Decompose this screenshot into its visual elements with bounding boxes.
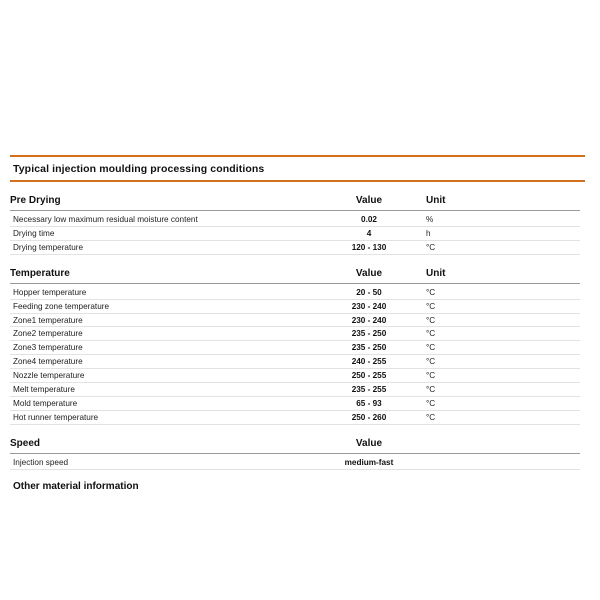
column-header-value: Value xyxy=(330,193,408,211)
row-unit: °C xyxy=(408,383,580,397)
table-header-row xyxy=(10,436,580,454)
table-temperature xyxy=(10,266,580,425)
column-header-value: Value xyxy=(330,266,408,284)
row-unit: °C xyxy=(408,299,580,313)
column-header-unit: Unit xyxy=(408,193,580,211)
row-label: Injection speed xyxy=(10,453,330,469)
table-speed xyxy=(10,436,580,470)
row-value: 250 - 260 xyxy=(330,410,408,424)
row-value: 120 - 130 xyxy=(330,240,408,254)
row-value: 230 - 240 xyxy=(330,313,408,327)
row-label: Nozzle temperature xyxy=(10,369,330,383)
row-unit: °C xyxy=(408,410,580,424)
row-unit: °C xyxy=(408,355,580,369)
row-value: 235 - 250 xyxy=(330,327,408,341)
row-unit: °C xyxy=(408,341,580,355)
document-body xyxy=(0,155,600,493)
table-row xyxy=(10,355,580,369)
table-row xyxy=(10,226,580,240)
table-row xyxy=(10,410,580,424)
row-label: Drying temperature xyxy=(10,240,330,254)
row-label: Zone4 temperature xyxy=(10,355,330,369)
table-row xyxy=(10,299,580,313)
row-label: Hopper temperature xyxy=(10,283,330,299)
table-row xyxy=(10,369,580,383)
row-unit: % xyxy=(408,211,580,227)
table-row xyxy=(10,453,580,469)
table-pre-drying xyxy=(10,193,580,255)
section-spacer xyxy=(0,425,600,436)
row-unit: °C xyxy=(408,313,580,327)
section-heading-speed: Speed xyxy=(10,436,330,454)
section-pre-drying xyxy=(10,193,580,255)
table-header-row xyxy=(10,266,580,284)
row-label: Zone2 temperature xyxy=(10,327,330,341)
row-value: 4 xyxy=(330,226,408,240)
table-row xyxy=(10,396,580,410)
row-unit: h xyxy=(408,226,580,240)
row-value: 65 - 93 xyxy=(330,396,408,410)
row-label: Melt temperature xyxy=(10,383,330,397)
column-header-value: Value xyxy=(330,436,408,454)
section-heading-pre-drying: Pre Drying xyxy=(10,193,330,211)
row-value: 240 - 255 xyxy=(330,355,408,369)
section-spacer xyxy=(0,182,600,193)
section-temperature xyxy=(10,266,580,425)
column-header-unit: Unit xyxy=(408,266,580,284)
row-label: Hot runner temperature xyxy=(10,410,330,424)
row-unit: °C xyxy=(408,396,580,410)
row-label: Mold temperature xyxy=(10,396,330,410)
row-value: 230 - 240 xyxy=(330,299,408,313)
row-label: Drying time xyxy=(10,226,330,240)
table-row xyxy=(10,211,580,227)
table-row xyxy=(10,313,580,327)
section-heading-temperature: Temperature xyxy=(10,266,330,284)
document-clip-viewport xyxy=(0,155,600,492)
row-label: Feeding zone temperature xyxy=(10,299,330,313)
column-header-empty xyxy=(408,436,580,454)
table-row xyxy=(10,283,580,299)
row-unit-empty xyxy=(408,453,580,469)
table-row xyxy=(10,383,580,397)
section-spacer xyxy=(0,255,600,266)
row-value: medium-fast xyxy=(330,453,408,469)
row-label: Necessary low maximum residual moisture content xyxy=(10,211,330,227)
row-value: 250 - 255 xyxy=(330,369,408,383)
row-label: Zone3 temperature xyxy=(10,341,330,355)
row-unit: °C xyxy=(408,240,580,254)
row-value: 20 - 50 xyxy=(330,283,408,299)
row-value: 235 - 255 xyxy=(330,383,408,397)
row-value: 235 - 250 xyxy=(330,341,408,355)
table-row xyxy=(10,240,580,254)
section-heading-other-material-information: Other material information xyxy=(13,480,139,492)
table-row xyxy=(10,327,580,341)
row-label: Zone1 temperature xyxy=(10,313,330,327)
row-value: 0.02 xyxy=(330,211,408,227)
table-row xyxy=(10,341,580,355)
page-title: Typical injection moulding processing conditions xyxy=(13,163,265,175)
row-unit: °C xyxy=(408,369,580,383)
section-speed xyxy=(10,436,580,470)
row-unit: °C xyxy=(408,283,580,299)
row-unit: °C xyxy=(408,327,580,341)
table-header-row xyxy=(10,193,580,211)
